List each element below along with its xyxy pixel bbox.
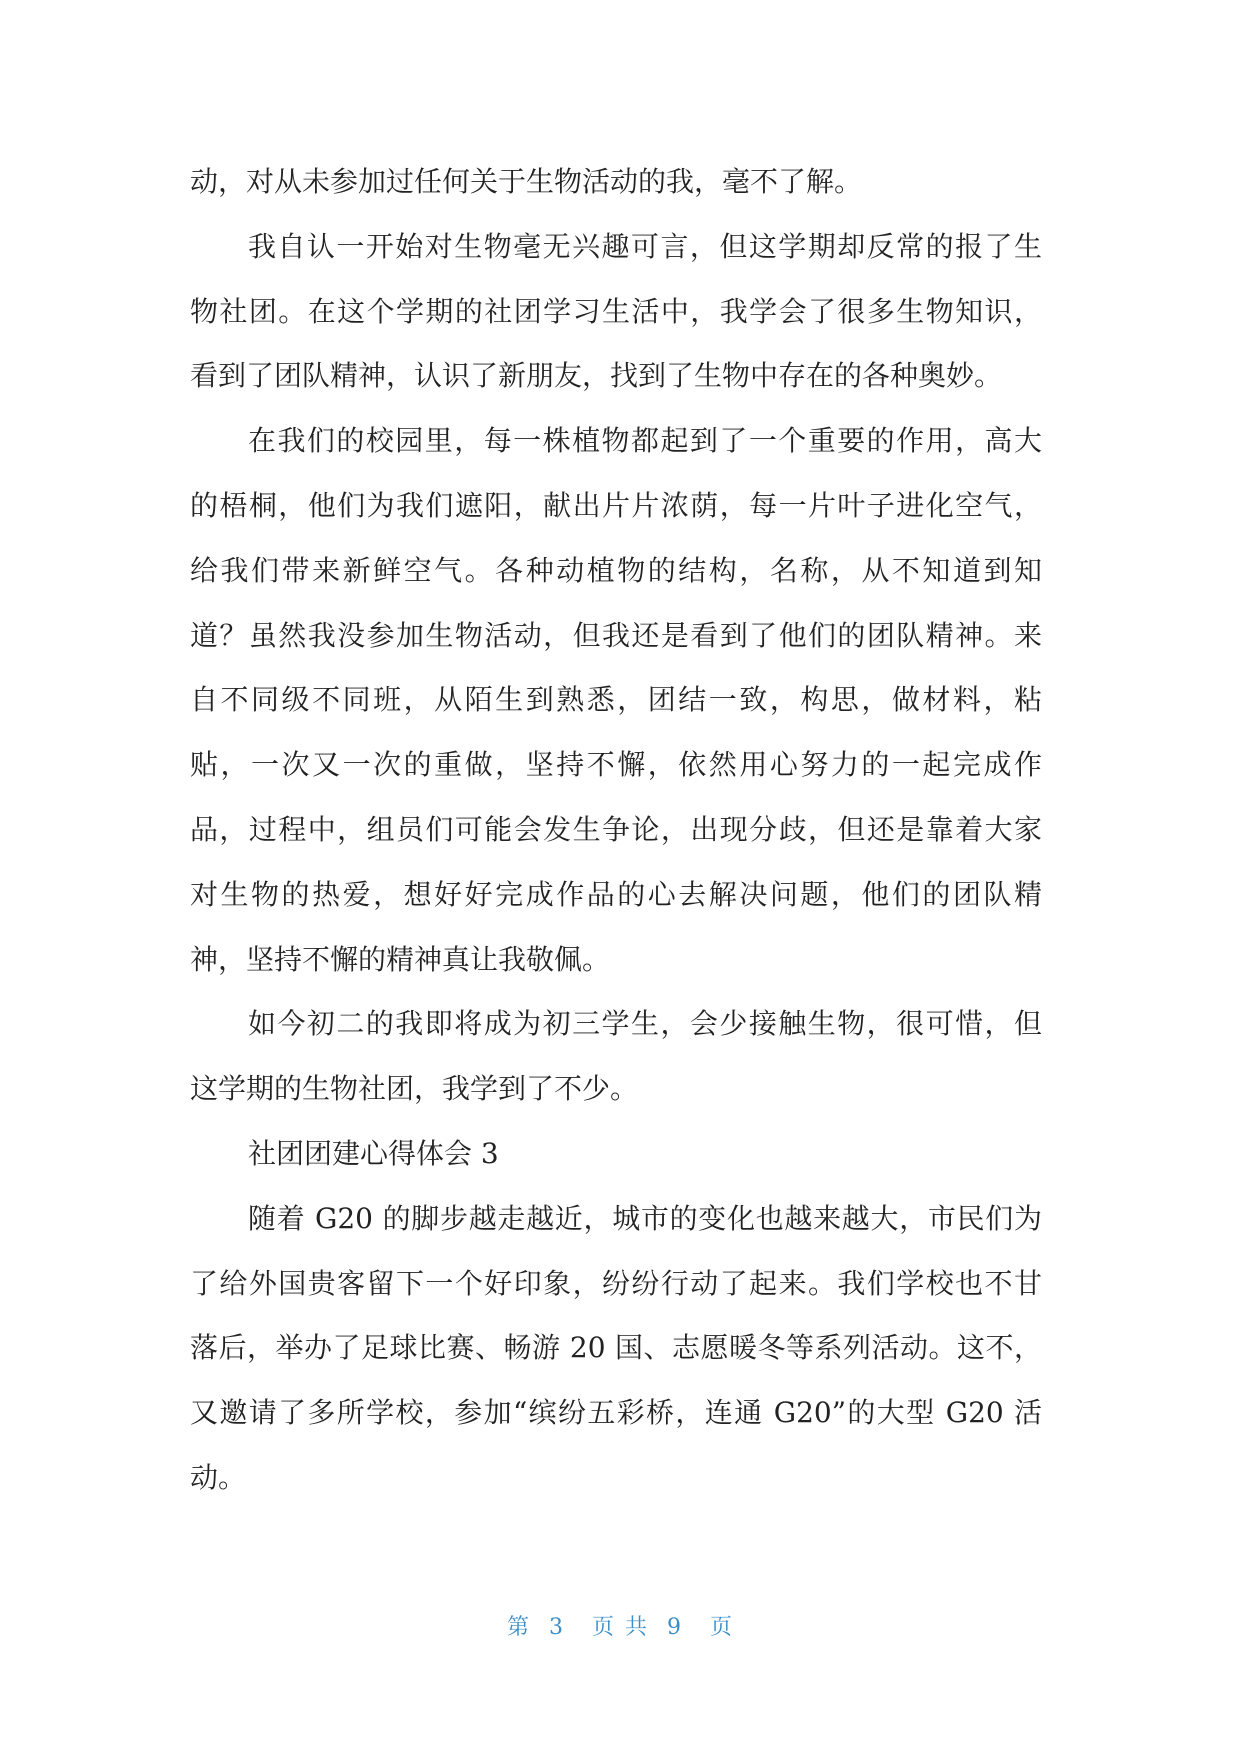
page-footer: 第 3 页 共 9 页 xyxy=(507,1615,734,1640)
text-line: 动。 xyxy=(190,1460,247,1494)
text-line: 又邀请了多所学校，参加“缤纷五彩桥，连通 G20”的大型 G20 活 xyxy=(190,1396,1042,1430)
text-line: 自不同级不同班，从陌生到熟悉，团结一致，构思，做材料，粘 xyxy=(190,683,1042,717)
text-line: 这学期的生物社团，我学到了不少。 xyxy=(190,1072,639,1106)
text-line: 道？虽然我没参加生物活动，但我还是看到了他们的团队精神。来 xyxy=(190,618,1042,652)
text-line: 给我们带来新鲜空气。各种动植物的结构，名称，从不知道到知 xyxy=(190,553,1042,587)
text-line: 的梧桐，他们为我们遮阳，献出片片浓荫，每一片叶子进化空气， xyxy=(190,488,1042,522)
text-line: 对生物的热爱，想好好完成作品的心去解决问题，他们的团队精 xyxy=(190,877,1042,911)
text-line: 物社团。在这个学期的社团学习生活中，我学会了很多生物知识， xyxy=(190,294,1042,328)
text-line: 社团团建心得体会 3 xyxy=(248,1136,499,1170)
text-line: 我自认一开始对生物毫无兴趣可言，但这学期却反常的报了生 xyxy=(248,229,1042,263)
text-line: 看到了团队精神，认识了新朋友，找到了生物中存在的各种奥妙。 xyxy=(190,359,1003,393)
text-line: 品，过程中，组员们可能会发生争论，出现分歧，但还是靠着大家 xyxy=(190,812,1042,846)
document-body xyxy=(190,150,1042,1511)
text-line: 落后，举办了足球比赛、畅游 20 国、志愿暖冬等系列活动。这不， xyxy=(190,1331,1042,1365)
text-line: 贴，一次又一次的重做，坚持不懈，依然用心努力的一起完成作 xyxy=(190,748,1042,782)
text-line: 随着 G20 的脚步越走越近，城市的变化也越来越大，市民们为 xyxy=(248,1201,1042,1235)
text-line: 神，坚持不懈的精神真让我敬佩。 xyxy=(190,942,611,976)
text-line: 动，对从未参加过任何关于生物活动的我，毫不了解。 xyxy=(190,165,863,198)
text-line: 如今初二的我即将成为初三学生，会少接触生物，很可惜，但 xyxy=(248,1007,1042,1041)
text-line: 了给外国贵客留下一个好印象，纷纷行动了起来。我们学校也不甘 xyxy=(190,1266,1042,1300)
text-line: 在我们的校园里，每一株植物都起到了一个重要的作用，高大 xyxy=(248,424,1042,458)
